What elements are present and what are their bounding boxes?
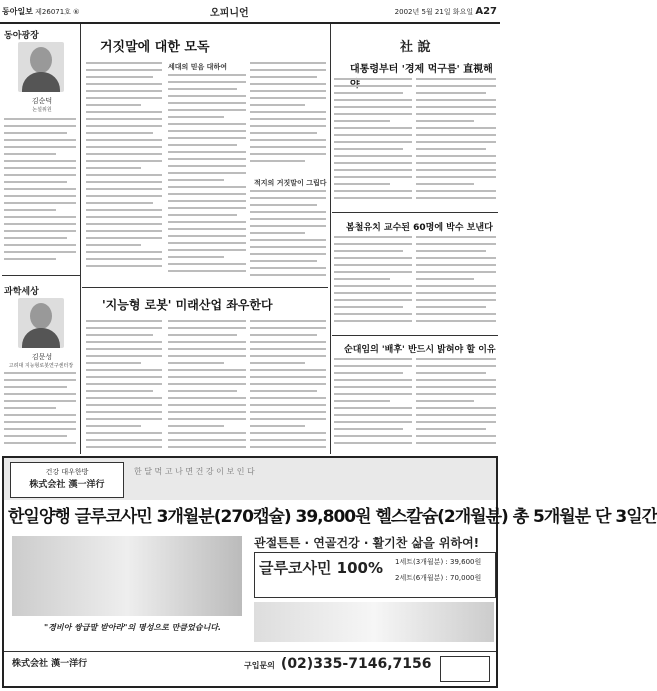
- article-title: 거짓말에 대한 모독: [100, 40, 210, 55]
- ad-footer-logo: 株式会社 漢一洋行: [12, 659, 88, 669]
- ad-main-headline: 한일양행 글루코사민 3개월분(270캡슐) 39,800원 헬스칼슘(2개월분) 총 5개월분 단 3일간: [8, 507, 657, 527]
- ad-tagline: 한 달 먹 고 나 면 건 강 이 보 인 다: [134, 467, 255, 476]
- ad-price-option: 1세트(3개월분) : 39,600원: [395, 558, 482, 566]
- author-photo: [18, 298, 64, 348]
- section-divider: [332, 212, 498, 213]
- column-body-text: [4, 372, 76, 452]
- editorial-body-col: [334, 358, 412, 454]
- author-name: 김순덕: [31, 97, 53, 105]
- article-subhead: 적지의 거짓말이 그립다: [254, 179, 327, 187]
- editorial-title: 봄철유치 교수된 60명에 박수 보낸다: [346, 223, 493, 233]
- advertisement: [2, 456, 657, 688]
- author-name: 김문성: [31, 353, 53, 361]
- article-title: '지능형 로봇' 미래산업 좌우한다: [102, 298, 273, 312]
- section-divider: [332, 335, 498, 336]
- article-body-col: [86, 62, 162, 282]
- ad-product-image: [254, 602, 494, 642]
- column-divider: [80, 24, 81, 454]
- section-divider: [2, 275, 80, 276]
- editorial-body-col: [416, 358, 496, 454]
- date-and-page: 2002년 5월 21일 화요일 A27: [394, 6, 497, 17]
- article-body-col: [86, 320, 162, 454]
- article-body-col: [168, 74, 246, 282]
- article-subhead: 세대의 믿음 대하여: [168, 63, 227, 71]
- ad-phone: 구입문의 (02)335-7146,7156: [244, 656, 432, 672]
- article-body-col: [250, 190, 326, 282]
- page-header: [0, 0, 500, 24]
- ad-product-name: 글루코사민 100%: [259, 559, 384, 577]
- section-title: 오피니언: [210, 8, 249, 19]
- section-divider: [82, 287, 328, 288]
- editorial-body-col: [334, 78, 412, 208]
- ad-brand-box: 건강 대우한방 株式会社 漢一洋行: [10, 462, 124, 498]
- ad-product-image: [12, 536, 242, 616]
- paper-masthead: 동아일보 제26071호 ⑥: [2, 7, 80, 16]
- ad-product-bar: [254, 552, 496, 598]
- ad-price-option: 2세트(6개월분) : 70,000원: [395, 574, 482, 582]
- column-heading: 과학세상: [4, 287, 39, 297]
- editorial-label: 社 說: [400, 40, 431, 55]
- editorial-body-col: [416, 236, 496, 332]
- editorial-title: 대통령부터 '경제 먹구름' 直視해: [350, 64, 493, 75]
- article-body-col: [168, 320, 246, 454]
- editorial-title: 순대임의 '배후' 반드시 밝혀야 할 이유: [344, 345, 496, 355]
- column-body-text: [4, 118, 76, 268]
- author-role: 논설위원: [32, 107, 52, 113]
- ad-footer: [4, 651, 496, 686]
- column-heading: 동아광장: [4, 31, 39, 41]
- column-divider: [330, 24, 331, 454]
- editorial-body-col: [416, 78, 496, 208]
- ad-slogan: "경비아 쌍급말 받아라"의 명성으로 만큼었습니다.: [44, 623, 222, 632]
- ad-footer-box: [440, 656, 490, 682]
- author-role: 고려대 지능형로봇연구센터장: [8, 363, 74, 369]
- author-photo: [18, 42, 64, 92]
- article-body-col: [250, 62, 326, 172]
- ad-subheadline: 관절튼튼 · 연골건강 · 활기찬 삶을 위하여!: [254, 536, 480, 550]
- editorial-body-col: [334, 236, 412, 332]
- article-body-col: [250, 320, 326, 454]
